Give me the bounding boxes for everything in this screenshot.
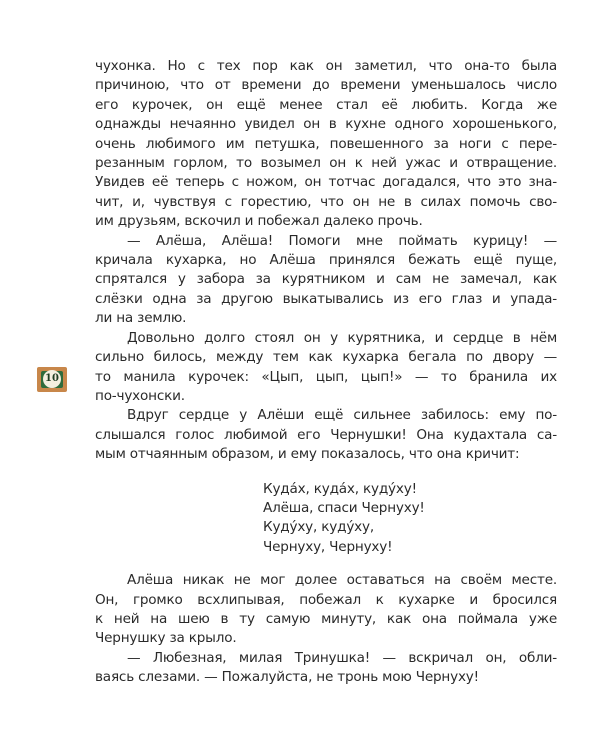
text-line: чит, и, чувствуя с горестию, что он не в силах помочь сво- (95, 193, 557, 210)
text-line: однажды нечаянно увидел он в кухне одного хорошенького, (95, 116, 557, 133)
text-line: то манила курочек: «Цып, цып, цып!» — то бранила их (95, 368, 557, 385)
text-line: ваясь слезами. — Пожалуйста, не тронь мою Чернуху! (95, 669, 479, 686)
paragraph (95, 329, 557, 407)
paragraph (95, 649, 557, 688)
paragraph (95, 57, 557, 232)
text-line: по-чухонски. (95, 387, 185, 404)
text-line: ли на землю. (95, 310, 187, 327)
text-line: Чернушку за крыло. (95, 630, 237, 647)
poem-line: Куда́х, куда́х, куду́ху! (263, 480, 417, 497)
text-line: Вдруг сердце у Алёши ещё сильнее забилось: ему по- (127, 407, 557, 424)
text-line: Увидев её теперь с ножом, он тотчас догадался, что это зна- (95, 174, 557, 191)
text-line: Алёша никак не мог долее оставаться на своём месте. (127, 572, 557, 589)
text-line: Довольно долго стоял он у курятника, и сердце в нём (127, 329, 557, 346)
text-line: мым отчаянным образом, и ему показалось, что она кричит: (95, 446, 520, 463)
paragraph (95, 232, 557, 329)
paragraphs-before-poem (95, 57, 557, 465)
text-line: резанным горлом, то возымел он к ней ужас и отвращение. (95, 155, 557, 172)
text-line: спрятался у забора за курятником и сам не замечал, как (95, 271, 557, 288)
text-line: им друзьям, вскочил и побежал далеко прочь. (95, 213, 423, 230)
poem (263, 480, 557, 558)
paragraphs-after-poem (95, 571, 557, 687)
page-number-badge (37, 367, 67, 392)
text-line: кричала кухарка, но Алёша принялся бежать ещё пуще, (95, 252, 557, 269)
text-line: причиною, что от времени до времени уменьшалось число (95, 77, 557, 94)
poem-line: Алёша, спаси Чернуху! (263, 499, 425, 516)
text-line: — Алёша, Алёша! Помоги мне поймать курицу! — (127, 232, 557, 249)
paragraph (95, 406, 557, 464)
paragraph (95, 571, 557, 649)
page-number: 10 (43, 370, 61, 388)
body-text (95, 57, 557, 688)
text-line: очень любимого им петушка, повешенного за ноги с пере- (95, 135, 557, 152)
text-line: слышался голос любимой его Чернушки! Она кудахтала са- (95, 426, 557, 443)
text-line: — Любезная, милая Тринушка! — вскричал он, обли- (127, 649, 557, 666)
text-line: Он, громко всхлипывая, побежал к кухарке и бросился (95, 591, 557, 608)
text-line: сильно билось, между тем как кухарка бегала по двору — (95, 349, 557, 366)
poem-line: Куду́ху, куду́ху, (263, 519, 374, 536)
text-line: чухонка. Но с тех пор как он заметил, что она-то была (95, 58, 557, 74)
text-line: к ней на шею в ту самую минуту, как она поймала уже (95, 610, 557, 627)
text-line: его курочек, он ещё менее стал её любить. Когда же (95, 96, 557, 113)
poem-line: Чернуху, Чернуху! (263, 538, 393, 555)
text-line: слёзки одна за другою выкатывались из его глаз и упада- (95, 290, 557, 307)
